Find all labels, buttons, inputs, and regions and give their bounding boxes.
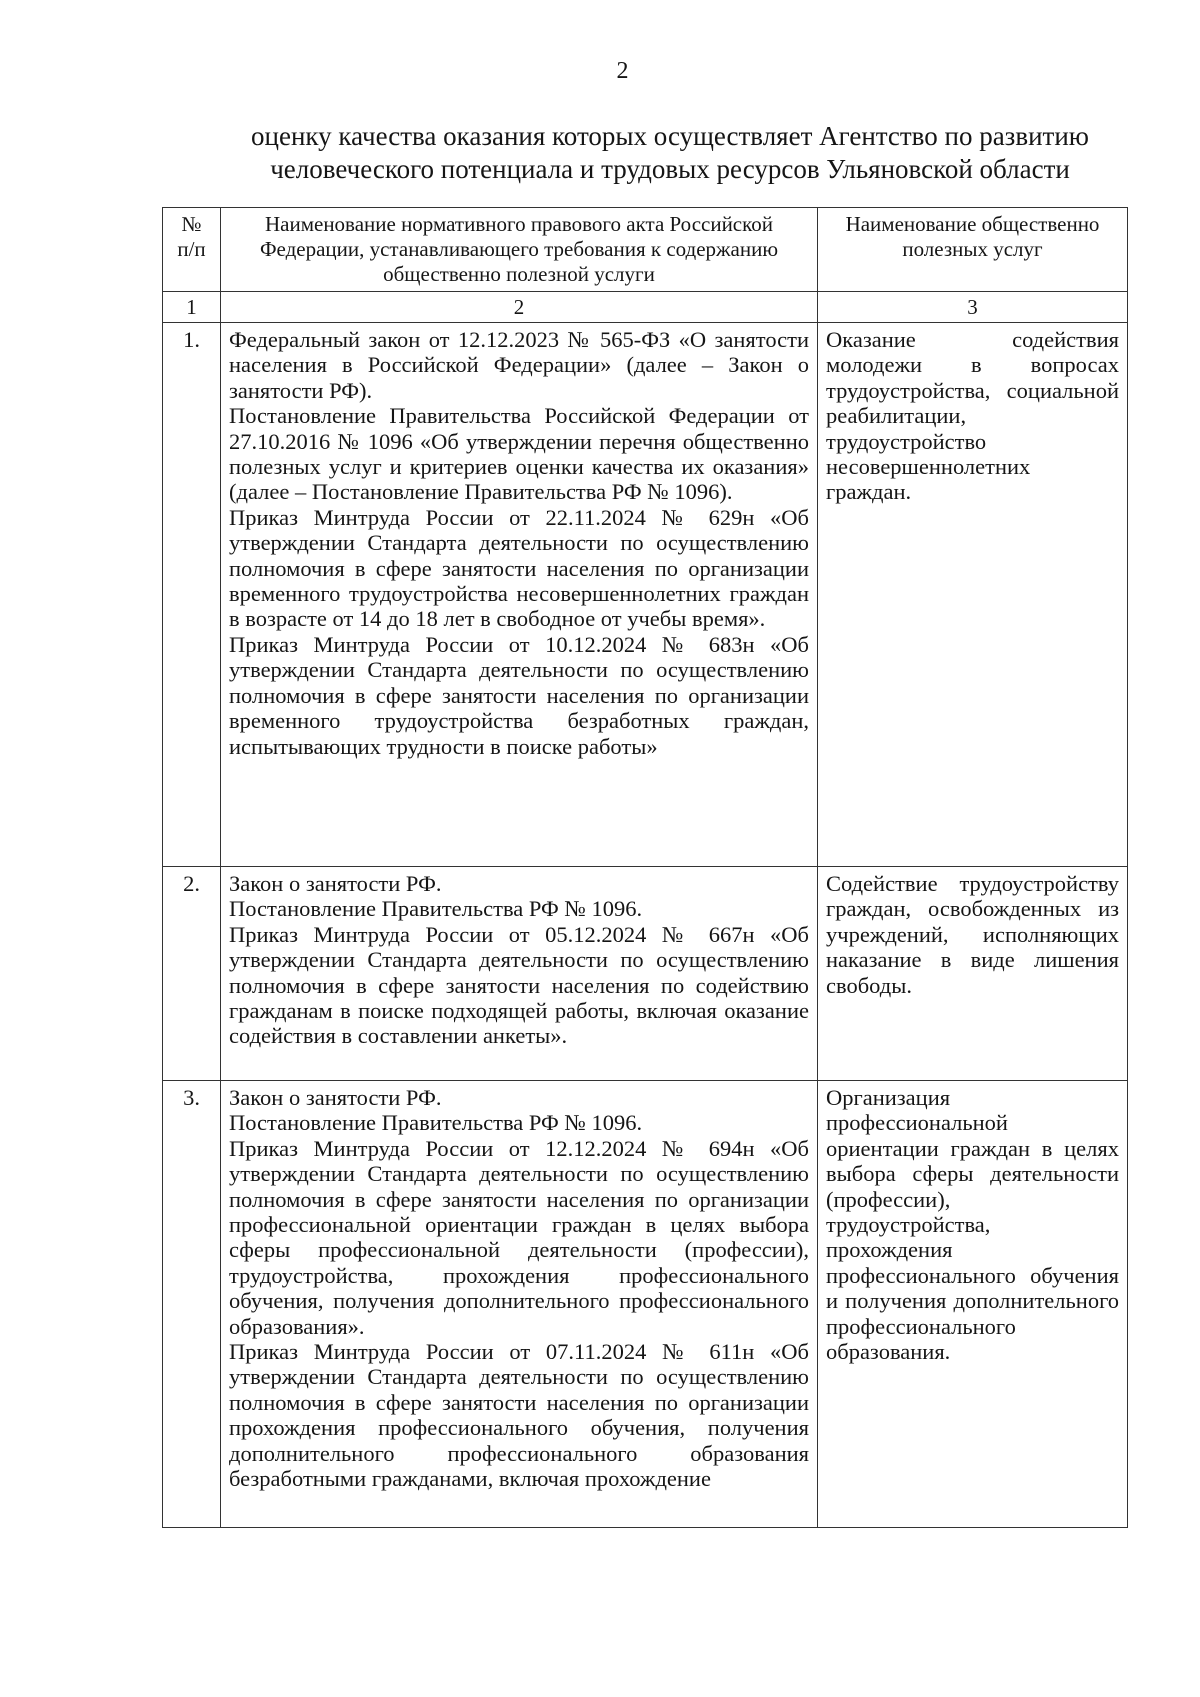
row-number: 3. — [163, 1081, 221, 1528]
row-service: Оказание содействия молодежи в вопросах трудоустройства, социальной реабилитации, трудоустройство несовершеннолетних граждан. — [818, 323, 1128, 867]
heading-line-2: человеческого потенциала и трудовых ресурсов Ульяновской области — [270, 154, 1070, 184]
row-number: 2. — [163, 867, 221, 1081]
regulatory-acts-table — [162, 207, 1128, 1528]
column-number: 3 — [818, 292, 1128, 323]
header-service-name: Наименование общественно полезных услуг — [818, 208, 1128, 292]
row-acts — [221, 323, 818, 867]
column-number: 1 — [163, 292, 221, 323]
header-act-name: Наименование нормативного правового акта Российской Федерации, устанавливающего требования к содержанию общественно полезной услуги — [221, 208, 818, 292]
act-paragraph: Приказ Минтруда России от 22.11.2024 № 629н «Об утверждении Стандарта деятельности по осуществлению полномочия в сфере занятости населения по организации временного трудоустройства несовершеннолетних граждан в возрасте от 14 до 18 лет в свободное от учебы время». — [229, 504, 809, 632]
page-heading — [200, 120, 1140, 186]
act-paragraph: Постановление Правительства РФ № 1096. — [229, 896, 643, 922]
row-service: Содействие трудоустройству граждан, освобожденных из учреждений, исполняющих наказание в виде лишения свободы. — [818, 867, 1128, 1081]
column-number: 2 — [221, 292, 818, 323]
act-paragraph: Приказ Минтруда России от 12.12.2024 № 694н «Об утверждении Стандарта деятельности по осуществлению полномочия в сфере занятости населения по организации профессиональной ориентации граждан в целях выбора сферы профессиональной деятельности (профессии), трудоустройства, прохождения профессионального обучения, получения дополнительного профессионального образования». — [229, 1135, 809, 1339]
act-paragraph: Постановление Правительства Российской Федерации от 27.10.2016 № 1096 «Об утверждении перечня общественно полезных услуг и критериев оценки качества их оказания» (далее – Постановление Правительства РФ № 1096). — [229, 403, 809, 505]
header-number: № п/п — [163, 208, 221, 292]
row-service: Организация профессиональной ориентации граждан в целях выбора сферы деятельности (профессии), трудоустройства, прохождения профессионального обучения и получения дополнительного профессионального образования. — [818, 1081, 1128, 1528]
table-row — [163, 867, 1128, 1081]
table-row — [163, 1081, 1128, 1528]
act-paragraph: Приказ Минтруда России от 05.12.2024 № 667н «Об утверждении Стандарта деятельности по осуществлению полномочия в сфере занятости населения по содействию гражданам в поиске подходящей работы, включая оказание содействия в составлении анкеты». — [229, 921, 809, 1049]
act-paragraph: Закон о занятости РФ. — [229, 1085, 442, 1110]
row-acts — [221, 1081, 818, 1528]
act-paragraph: Федеральный закон от 12.12.2023 № 565-ФЗ «О занятости населения в Российской Федерации» (далее – Закон о занятости РФ). — [229, 327, 809, 403]
act-paragraph: Постановление Правительства РФ № 1096. — [229, 1110, 643, 1136]
page-number: 2 — [616, 58, 629, 84]
act-paragraph: Приказ Минтруда России от 07.11.2024 № 611н «Об утверждении Стандарта деятельности по осуществлению полномочия в сфере занятости населения по организации прохождения профессионального обучения, получения дополнительного профессионального образования безработными гражданами, включая прохождение — [229, 1339, 809, 1492]
table-header-row — [163, 208, 1128, 292]
row-number: 1. — [163, 323, 221, 867]
table-row — [163, 323, 1128, 867]
column-numbers-row — [163, 292, 1128, 323]
act-paragraph: Закон о занятости РФ. — [229, 871, 442, 896]
heading-line-1: оценку качества оказания которых осуществляет Агентство по развитию — [251, 121, 1089, 151]
act-paragraph: Приказ Минтруда России от 10.12.2024 № 683н «Об утверждении Стандарта деятельности по осуществлению полномочия в сфере занятости населения по организации временного трудоустройства безработных граждан, испытывающих трудности в поиске работы» — [229, 631, 809, 759]
row-acts — [221, 867, 818, 1081]
